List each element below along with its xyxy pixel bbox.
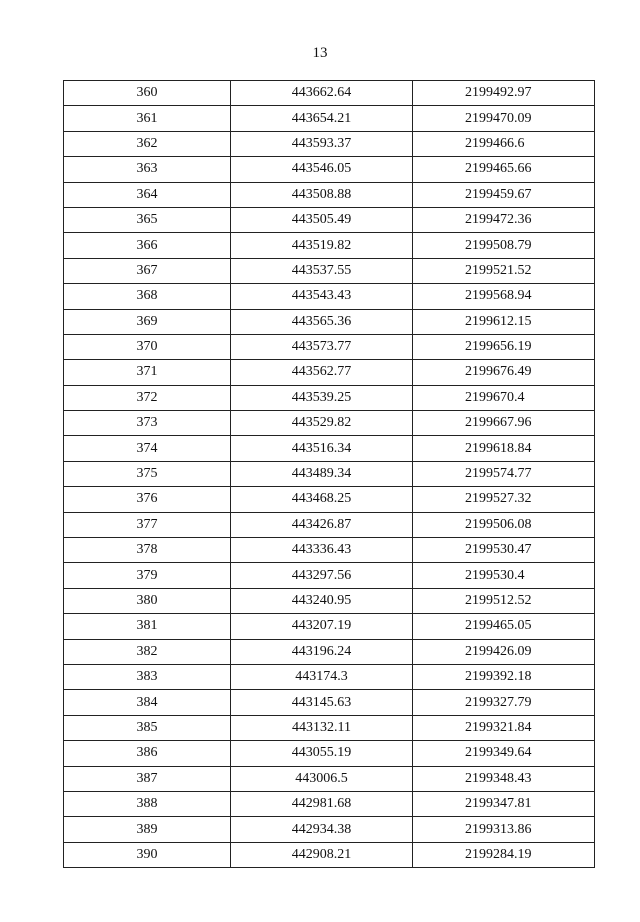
y-coordinate-cell: 2199506.08	[413, 512, 595, 537]
x-coordinate-cell: 443539.25	[231, 385, 413, 410]
table-row	[64, 563, 595, 588]
point-number-cell: 373	[64, 411, 231, 436]
point-number-cell: 381	[64, 614, 231, 639]
table-row	[64, 639, 595, 664]
table-row	[64, 487, 595, 512]
x-coordinate-cell: 443508.88	[231, 182, 413, 207]
point-number-cell: 386	[64, 741, 231, 766]
table-row	[64, 106, 595, 131]
y-coordinate-cell: 2199656.19	[413, 334, 595, 359]
point-number-cell: 387	[64, 766, 231, 791]
y-coordinate-cell: 2199530.4	[413, 563, 595, 588]
point-number-cell: 360	[64, 81, 231, 106]
coordinate-table-body	[64, 81, 595, 868]
y-coordinate-cell: 2199667.96	[413, 411, 595, 436]
point-number-cell: 368	[64, 284, 231, 309]
y-coordinate-cell: 2199465.66	[413, 157, 595, 182]
x-coordinate-cell: 443055.19	[231, 741, 413, 766]
point-number-cell: 371	[64, 360, 231, 385]
point-number-cell: 362	[64, 131, 231, 156]
y-coordinate-cell: 2199670.4	[413, 385, 595, 410]
y-coordinate-cell: 2199472.36	[413, 207, 595, 232]
y-coordinate-cell: 2199574.77	[413, 461, 595, 486]
y-coordinate-cell: 2199612.15	[413, 309, 595, 334]
y-coordinate-cell: 2199618.84	[413, 436, 595, 461]
table-row	[64, 360, 595, 385]
table-row	[64, 690, 595, 715]
table-row	[64, 538, 595, 563]
page-number: 13	[312, 45, 328, 61]
table-row	[64, 284, 595, 309]
table-row	[64, 309, 595, 334]
table-row	[64, 258, 595, 283]
point-number-cell: 390	[64, 842, 231, 867]
point-number-cell: 372	[64, 385, 231, 410]
x-coordinate-cell: 443174.3	[231, 664, 413, 689]
y-coordinate-cell: 2199465.05	[413, 614, 595, 639]
point-number-cell: 383	[64, 664, 231, 689]
y-coordinate-cell: 2199321.84	[413, 715, 595, 740]
table-row	[64, 664, 595, 689]
x-coordinate-cell: 443426.87	[231, 512, 413, 537]
y-coordinate-cell: 2199466.6	[413, 131, 595, 156]
point-number-cell: 376	[64, 487, 231, 512]
y-coordinate-cell: 2199459.67	[413, 182, 595, 207]
y-coordinate-cell: 2199492.97	[413, 81, 595, 106]
x-coordinate-cell: 443593.37	[231, 131, 413, 156]
x-coordinate-cell: 443207.19	[231, 614, 413, 639]
x-coordinate-cell: 443297.56	[231, 563, 413, 588]
y-coordinate-cell: 2199327.79	[413, 690, 595, 715]
y-coordinate-cell: 2199521.52	[413, 258, 595, 283]
table-row	[64, 385, 595, 410]
x-coordinate-cell: 443516.34	[231, 436, 413, 461]
y-coordinate-cell: 2199348.43	[413, 766, 595, 791]
point-number-cell: 379	[64, 563, 231, 588]
x-coordinate-cell: 443132.11	[231, 715, 413, 740]
table-row	[64, 233, 595, 258]
point-number-cell: 378	[64, 538, 231, 563]
table-row	[64, 131, 595, 156]
y-coordinate-cell: 2199530.47	[413, 538, 595, 563]
y-coordinate-cell: 2199512.52	[413, 588, 595, 613]
x-coordinate-cell: 443196.24	[231, 639, 413, 664]
table-row	[64, 614, 595, 639]
point-number-cell: 385	[64, 715, 231, 740]
point-number-cell: 369	[64, 309, 231, 334]
x-coordinate-cell: 443562.77	[231, 360, 413, 385]
table-row	[64, 512, 595, 537]
x-coordinate-cell: 443489.34	[231, 461, 413, 486]
table-row	[64, 182, 595, 207]
point-number-cell: 380	[64, 588, 231, 613]
y-coordinate-cell: 2199347.81	[413, 791, 595, 816]
x-coordinate-cell: 443529.82	[231, 411, 413, 436]
y-coordinate-cell: 2199426.09	[413, 639, 595, 664]
y-coordinate-cell: 2199392.18	[413, 664, 595, 689]
point-number-cell: 384	[64, 690, 231, 715]
x-coordinate-cell: 443546.05	[231, 157, 413, 182]
y-coordinate-cell: 2199527.32	[413, 487, 595, 512]
table-row	[64, 842, 595, 867]
point-number-cell: 365	[64, 207, 231, 232]
table-row	[64, 207, 595, 232]
y-coordinate-cell: 2199349.64	[413, 741, 595, 766]
x-coordinate-cell: 443505.49	[231, 207, 413, 232]
point-number-cell: 366	[64, 233, 231, 258]
y-coordinate-cell: 2199508.79	[413, 233, 595, 258]
point-number-cell: 389	[64, 817, 231, 842]
x-coordinate-cell: 443336.43	[231, 538, 413, 563]
y-coordinate-cell: 2199568.94	[413, 284, 595, 309]
point-number-cell: 361	[64, 106, 231, 131]
x-coordinate-cell: 443654.21	[231, 106, 413, 131]
table-row	[64, 157, 595, 182]
point-number-cell: 388	[64, 791, 231, 816]
table-row	[64, 715, 595, 740]
table-row	[64, 334, 595, 359]
y-coordinate-cell: 2199284.19	[413, 842, 595, 867]
x-coordinate-cell: 443145.63	[231, 690, 413, 715]
point-number-cell: 364	[64, 182, 231, 207]
x-coordinate-cell: 443240.95	[231, 588, 413, 613]
point-number-cell: 377	[64, 512, 231, 537]
x-coordinate-cell: 443537.55	[231, 258, 413, 283]
point-number-cell: 382	[64, 639, 231, 664]
table-row	[64, 741, 595, 766]
point-number-cell: 367	[64, 258, 231, 283]
point-number-cell: 374	[64, 436, 231, 461]
y-coordinate-cell: 2199676.49	[413, 360, 595, 385]
x-coordinate-cell: 443662.64	[231, 81, 413, 106]
table-row	[64, 436, 595, 461]
x-coordinate-cell: 443519.82	[231, 233, 413, 258]
y-coordinate-cell: 2199470.09	[413, 106, 595, 131]
x-coordinate-cell: 443573.77	[231, 334, 413, 359]
table-row	[64, 461, 595, 486]
x-coordinate-cell: 442934.38	[231, 817, 413, 842]
table-row	[64, 766, 595, 791]
x-coordinate-cell: 442981.68	[231, 791, 413, 816]
point-number-cell: 370	[64, 334, 231, 359]
point-number-cell: 363	[64, 157, 231, 182]
table-row	[64, 791, 595, 816]
table-row	[64, 411, 595, 436]
y-coordinate-cell: 2199313.86	[413, 817, 595, 842]
x-coordinate-cell: 443468.25	[231, 487, 413, 512]
x-coordinate-cell: 443543.43	[231, 284, 413, 309]
table-row	[64, 817, 595, 842]
point-number-cell: 375	[64, 461, 231, 486]
coordinate-table	[63, 80, 595, 868]
x-coordinate-cell: 443006.5	[231, 766, 413, 791]
x-coordinate-cell: 443565.36	[231, 309, 413, 334]
table-row	[64, 588, 595, 613]
table-row	[64, 81, 595, 106]
x-coordinate-cell: 442908.21	[231, 842, 413, 867]
